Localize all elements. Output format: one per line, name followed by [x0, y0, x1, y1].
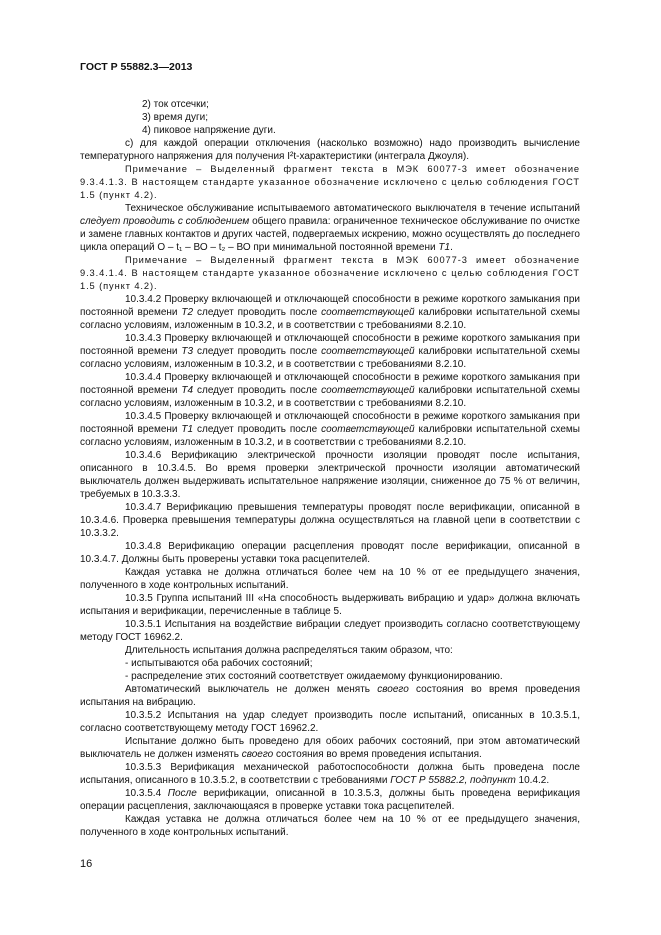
paragraph-10-3-5-1: 10.3.5.1 Испытания на воздействие вибрации следует производить согласно соответствующему методу ГОСТ 16962.2.	[80, 619, 580, 643]
dash-list-item: - распределение этих состояний соответствует ожидаемому функционированию.	[125, 671, 503, 682]
paragraph-setting-tolerance: Каждая уставка не должна отличаться более чем на 10 % от ее предыдущего значения, полученного в ходе контрольных испытаний.	[80, 567, 580, 591]
paragraph-10-3-4-6: 10.3.4.6 Верификацию электрической прочности изоляции проводят после испытания, описанного в 10.3.4.5. Во время проверки электрической прочности изоляции автоматический выключатель должен выдерживать испытательное напряжение изоляции, сниженное до 75 % от величин, требуемых в 10.3.3.3.	[80, 450, 580, 500]
page-number: 16	[80, 858, 93, 870]
document-body	[80, 98, 580, 839]
dash-list-item: - испытываются оба рабочих состояний;	[125, 658, 313, 669]
paragraph-10-3-5-4: 10.3.5.4 После верификации, описанной в 10.3.5.3, должны быть проведена верификация операции расцепления, заключающаяся в проверке уставки тока расцепителей.	[80, 788, 580, 812]
paragraph-10-3-5-3: 10.3.5.3 Верификация механической работоспособности должна быть проведена после испытания, описанного в 10.3.5.2, в соответствии с требованиями ГОСТ Р 55882.2, подпункт 10.4.2.	[80, 762, 580, 786]
note-paragraph: Примечание – Выделенный фрагмент текста в МЭК 60077-3 имеет обозначение 9.3.4.1.3. В настоящем стандарте указанное обозначение исключено с целью соблюдения ГОСТ 1.5 (пункт 4.2).	[80, 164, 580, 200]
list-item: 2) ток отсечки;	[142, 99, 209, 110]
paragraph-test-states: Испытание должно быть проведено для обоих рабочих состояний, при этом автоматический выключатель не должен изменять своего состояния во время проведения испытания.	[80, 736, 580, 760]
paragraph-duration: Длительность испытания должна распределяться таким образом, что:	[125, 645, 453, 656]
paragraph-maintenance: Техническое обслуживание испытываемого автоматического выключателя в течение испытаний следует проводить с соблюдением общего правила: ограниченное техническое обслуживание по очистке и замене главных контактов и других частей, подвергаемых искрению, можно осуществлять до последнего цикла операций О – t₁ – ВО – t₂ – ВО при минимальной постоянной времени T1.	[80, 203, 580, 253]
paragraph-setting-tolerance: Каждая уставка не должна отличаться более чем на 10 % от ее предыдущего значения, полученного в ходе контрольных испытаний.	[80, 814, 580, 838]
paragraph-10-3-4-8: 10.3.4.8 Верификацию операции расцепления проводят после верификации, описанной в 10.3.4.7. Должны быть проверены уставки тока расцепителей.	[80, 541, 580, 565]
paragraph-10-3-5: 10.3.5 Группа испытаний III «На способность выдерживать вибрацию и удар» должна включать испытания и верификации, перечисленные в таблице 5.	[80, 593, 580, 617]
list-item: 4) пиковое напряжение дуги.	[142, 125, 276, 136]
paragraph-breaker-state: Автоматический выключатель не должен менять своего состояния во время проведения испытания на вибрацию.	[80, 684, 580, 708]
paragraph-10-3-4-2: 10.3.4.2 Проверку включающей и отключающей способности в режиме короткого замыкания при постоянной времени T2 следует проводить после соответствующей калибровки испытательной схемы согласно условиям, изложенным в 10.3.2, и в соответствии с требованиями 8.2.10.	[80, 294, 580, 331]
paragraph-10-3-4-7: 10.3.4.7 Верификацию превышения температуры проводят после верификации, описанной в 10.3.4.6. Проверка превышения температуры должна осуществляться на главной цепи в соответствии с 10.3.3.2.	[80, 502, 580, 539]
paragraph-10-3-4-3: 10.3.4.3 Проверку включающей и отключающей способности в режиме короткого замыкания при постоянной времени T3 следует проводить после соответствующей калибровки испытательной схемы согласно условиям, изложенным в 10.3.2, и в соответствии с требованиями 8.2.10.	[80, 333, 580, 370]
paragraph-10-3-4-4: 10.3.4.4 Проверку включающей и отключающей способности в режиме короткого замыкания при постоянной времени T4 следует проводить после соответствующей калибровки испытательной схемы согласно условиям, изложенным в 10.3.2, и в соответствии с требованиями 8.2.10.	[80, 372, 580, 409]
paragraph-item-c: c) для каждой операции отключения (насколько возможно) надо производить вычисление температурного напряжения для получения I²t-характеристики (интеграла Джоуля).	[80, 138, 580, 162]
paragraph-10-3-5-2: 10.3.5.2 Испытания на удар следует производить после испытаний, описанных в 10.3.5.1, согласно соответствующему методу ГОСТ 16962.2.	[80, 710, 580, 734]
paragraph-10-3-4-5: 10.3.4.5 Проверку включающей и отключающей способности в режиме короткого замыкания при постоянной времени T1 следует проводить после соответствующей калибровки испытательной схемы согласно условиям, изложенным в 10.3.2, и в соответствии с требованиями 8.2.10.	[80, 411, 580, 448]
list-item: 3) время дуги;	[142, 112, 209, 123]
note-paragraph: Примечание – Выделенный фрагмент текста в МЭК 60077-3 имеет обозначение 9.3.4.1.4. В настоящем стандарте указанное обозначение исключено с целью соблюдения ГОСТ 1.5 (пункт 4.2).	[80, 255, 580, 291]
document-header: ГОСТ Р 55882.3—2013	[80, 61, 193, 73]
